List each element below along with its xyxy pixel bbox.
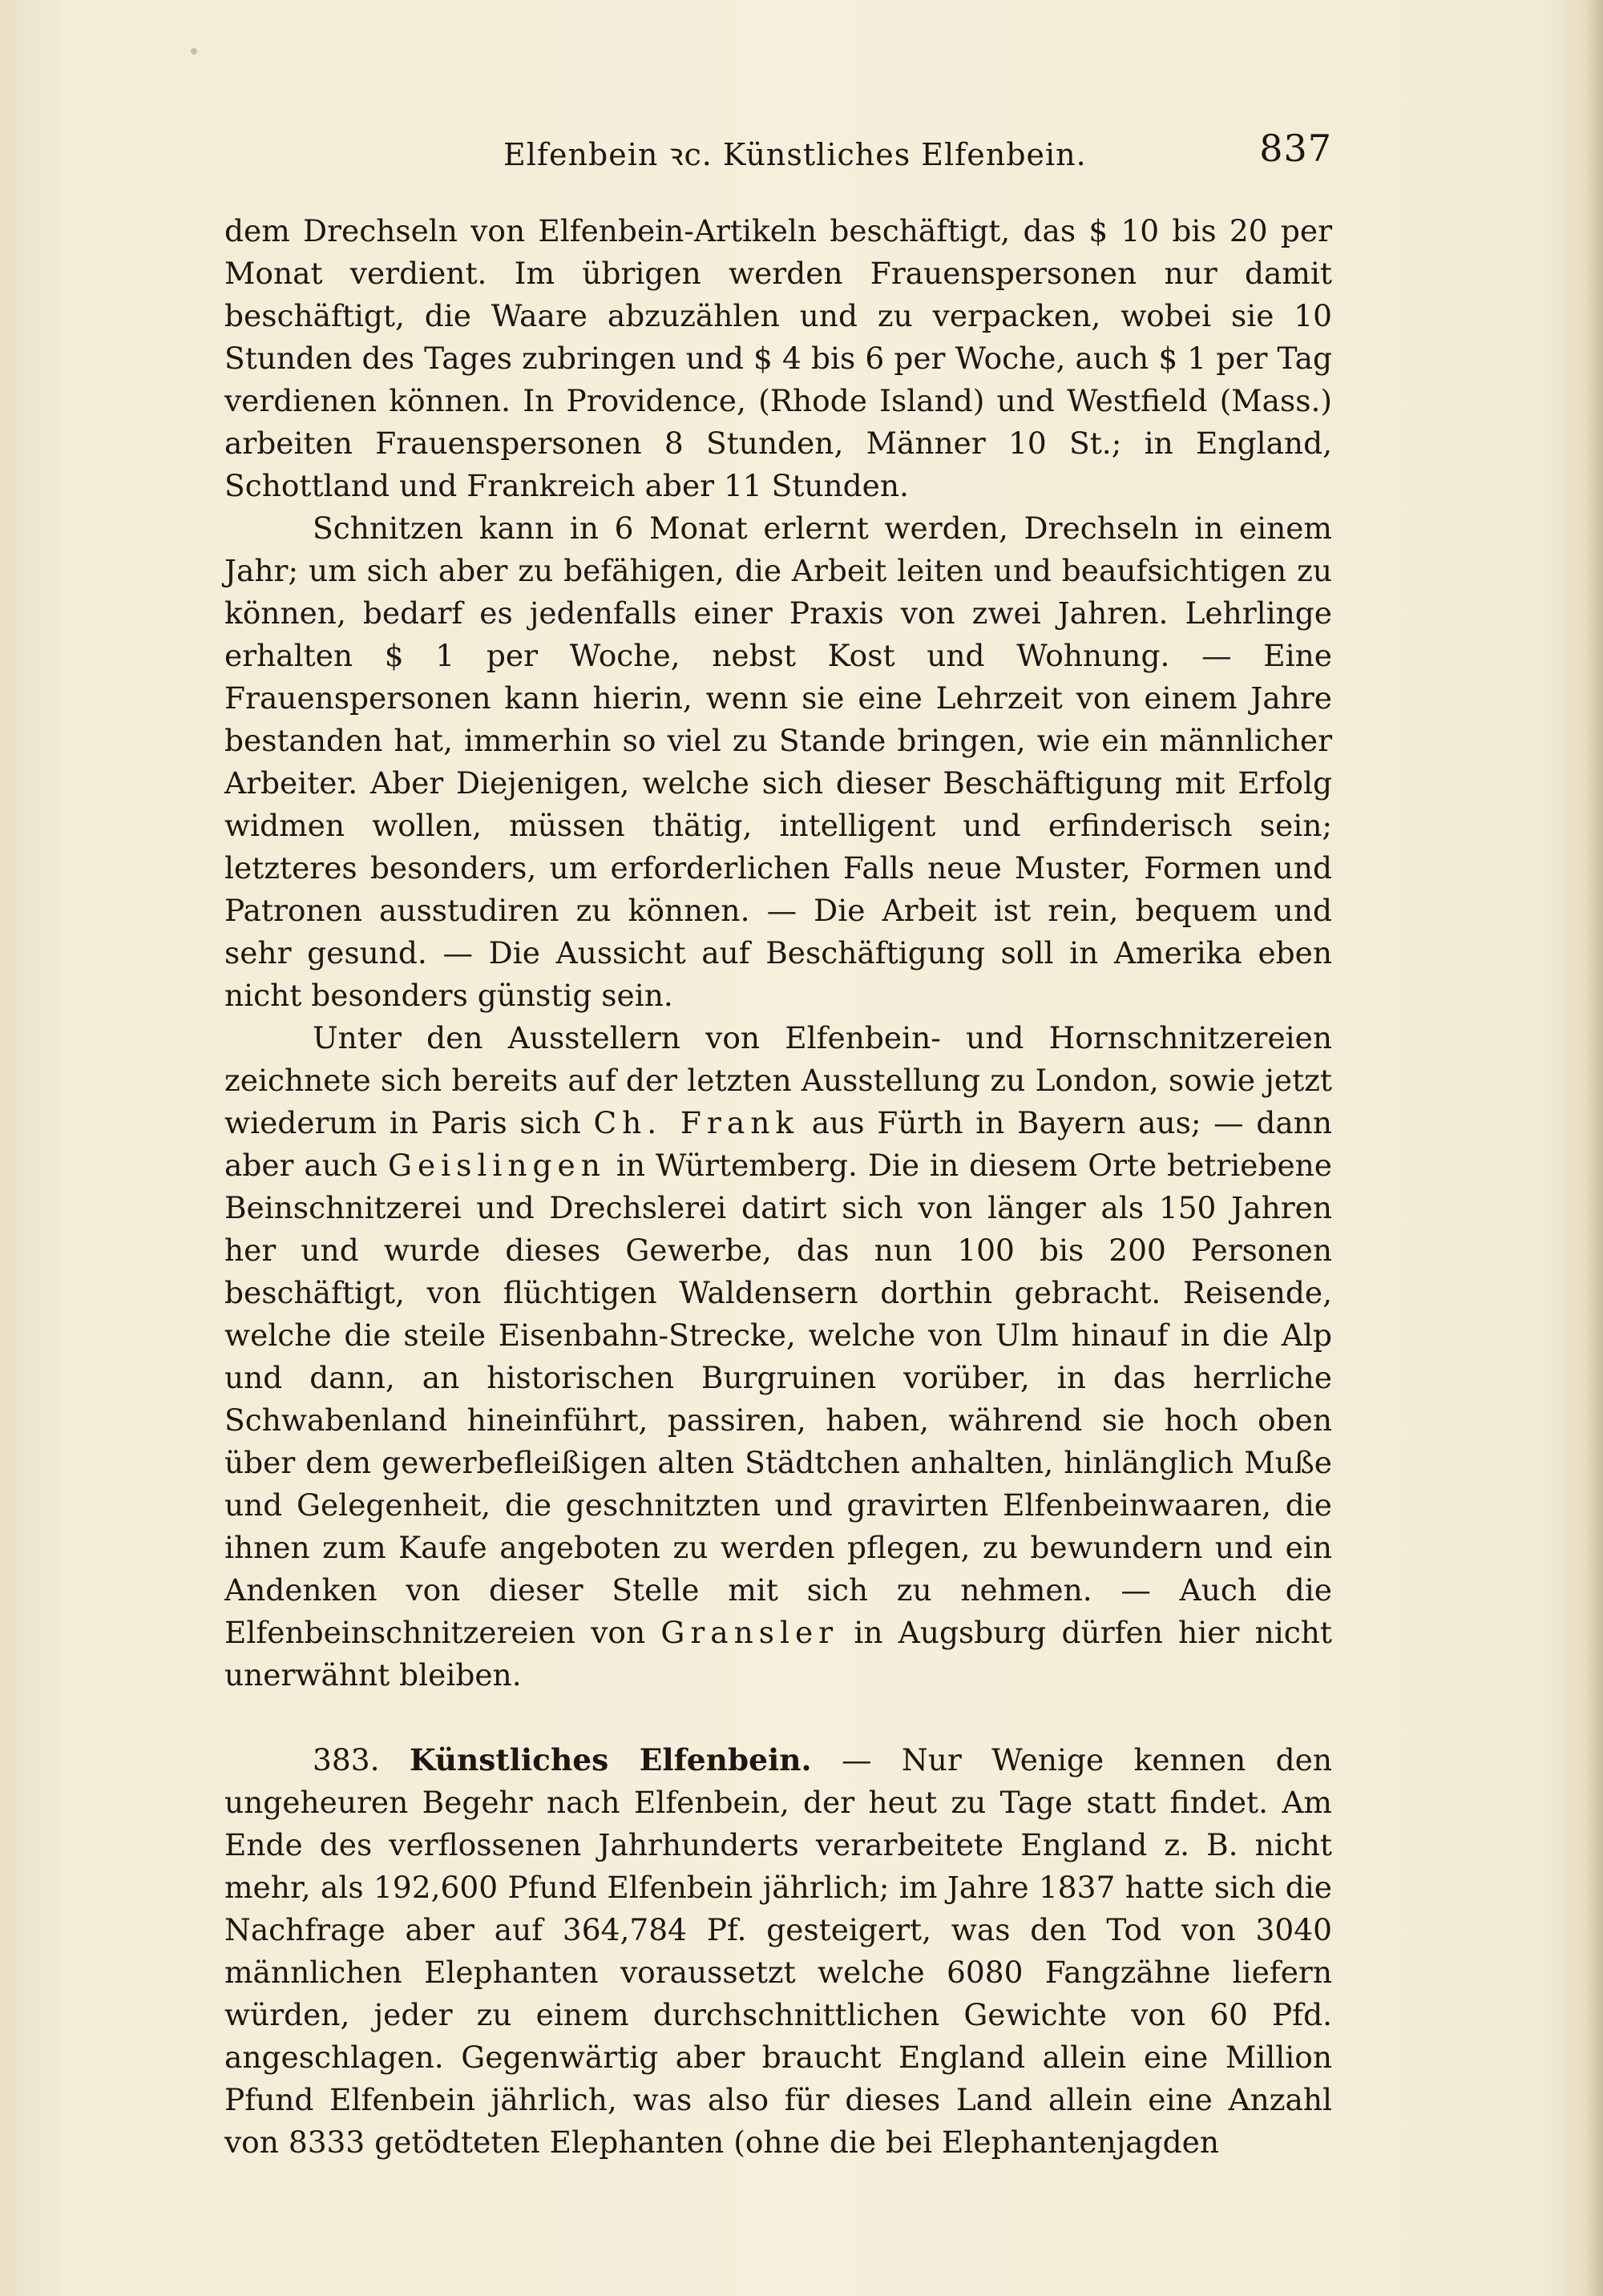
place-geislingen: Geislingen bbox=[388, 1148, 606, 1183]
section-number: 383. bbox=[313, 1742, 380, 1777]
name-frank: Ch. Frank bbox=[593, 1105, 800, 1140]
paragraph-training bbox=[224, 507, 1332, 1017]
page-edge-shadow bbox=[1585, 0, 1603, 2296]
page-number: 837 bbox=[1259, 127, 1332, 170]
paragraph-continuation bbox=[224, 210, 1332, 507]
body-text bbox=[224, 210, 1332, 2164]
paragraph-text: aus Fürth in Bayern aus; — dann aber auch bbox=[224, 1105, 1332, 1183]
paragraph-text: dem Drechseln von Elfenbein-Artikeln beschäftigt, das $ 10 bis 20 per Monat verdient. Im übrigen werden Frauenspersonen nur damit beschäftigt, die Waare abzuzählen und zu verpacken, wobei sie 10 Stunden des Tages zubringen und $ 4 bis 6 per Woche, auch $ 1 per Tag verdienen können. In Providence, (Rhode Island) und Westfield (Mass.) arbeiten Frauenspersonen 8 Stunden, Männer 10 St.; in England, Schottland und Frankreich aber 11 Stunden. bbox=[224, 213, 1332, 503]
paper-spot bbox=[191, 48, 197, 54]
paragraph-text: Unter den Ausstellern von Elfenbein- und Hornschnitzereien zeichnete sich bereits auf der letzten Ausstellung zu London, sowie jetzt wiederum in Paris sich bbox=[224, 1020, 1332, 1140]
paragraph-text: Schnitzen kann in 6 Monat erlernt werden, Drechseln in einem Jahr; um sich aber zu befähigen, die Arbeit leiten und beaufsichtigen zu können, bedarf es jedenfalls einer Praxis von zwei Jahren. Lehrlinge erhalten $ 1 per Woche, nebst Kost und Wohnung. — Eine Frauenspersonen kann hierin, wenn sie eine Lehrzeit von einem Jahre bestanden hat, immerhin so viel zu Stande bringen, wie ein männlicher Arbeiter. Aber Diejenigen, welche sich dieser Beschäftigung mit Erfolg widmen wollen, müssen thätig, intelligent und erfinderisch sein; letzteres besonders, um erforderlichen Falls neue Muster, Formen und Patronen ausstudiren zu können. — Die Arbeit ist rein, bequem und sehr gesund. — Die Aussicht auf Beschäftigung soll in Amerika eben nicht besonders günstig sein. bbox=[224, 510, 1332, 1013]
paragraph-exhibitors bbox=[224, 1017, 1332, 1697]
page-header bbox=[503, 127, 1332, 181]
name-gransler: Gransler bbox=[660, 1615, 839, 1650]
section-title: Künstliches Elfenbein. bbox=[409, 1742, 812, 1777]
paragraph-text: in Augsburg dürfen hier nicht unerwähnt bleiben. bbox=[224, 1615, 1332, 1693]
section-gap bbox=[224, 1697, 1332, 1739]
paragraph-text: in Würtemberg. Die in diesem Orte betriebene Beinschnitzerei und Drechslerei datirt sich von länger als 150 Jahren her und wurde dieses Gewerbe, das nun 100 bis 200 Personen beschäftigt, von flüchtigen Waldensern dorthin gebracht. Reisende, welche die steile Eisenbahn-Strecke, welche von Ulm hinauf in die Alp und dann, an historischen Burgruinen vorüber, in das herrliche Schwabenland hineinführt, passiren, haben, während sie hoch oben über dem gewerbefleißigen alten Städtchen anhalten, hinlänglich Muße und Gelegenheit, die geschnitzten und gravirten Elfenbeinwaaren, die ihnen zum Kaufe angeboten zu werden pflegen, zu bewundern und ein Andenken von dieser Stelle mit sich zu nehmen. — Auch die Elfenbeinschnitzereien von bbox=[224, 1148, 1332, 1650]
section-383 bbox=[224, 1739, 1332, 2164]
running-head: Elfenbein ꝛc. Künstliches Elfenbein. bbox=[503, 137, 1087, 172]
paragraph-text: — Nur Wenige kennen den ungeheuren Begehr nach Elfenbein, der heut zu Tage statt findet. Am Ende des verflossenen Jahrhunderts verarbeitete England z. B. nicht mehr, als 192,600 Pfund Elfenbein jährlich; im Jahre 1837 hatte sich die Nachfrage aber auf 364,784 Pf. gesteigert, was den Tod von 3040 männlichen Elephanten voraussetzt welche 6080 Fangzähne liefern würden, jeder zu einem durchschnittlichen Gewichte von 60 Pfd. angeschlagen. Gegenwärtig aber braucht England allein eine Million Pfund Elfenbein jährlich, was also für dieses Land allein eine Anzahl von 8333 getödteten Elephanten (ohne die bei Elephantenjagden bbox=[224, 1742, 1332, 2160]
